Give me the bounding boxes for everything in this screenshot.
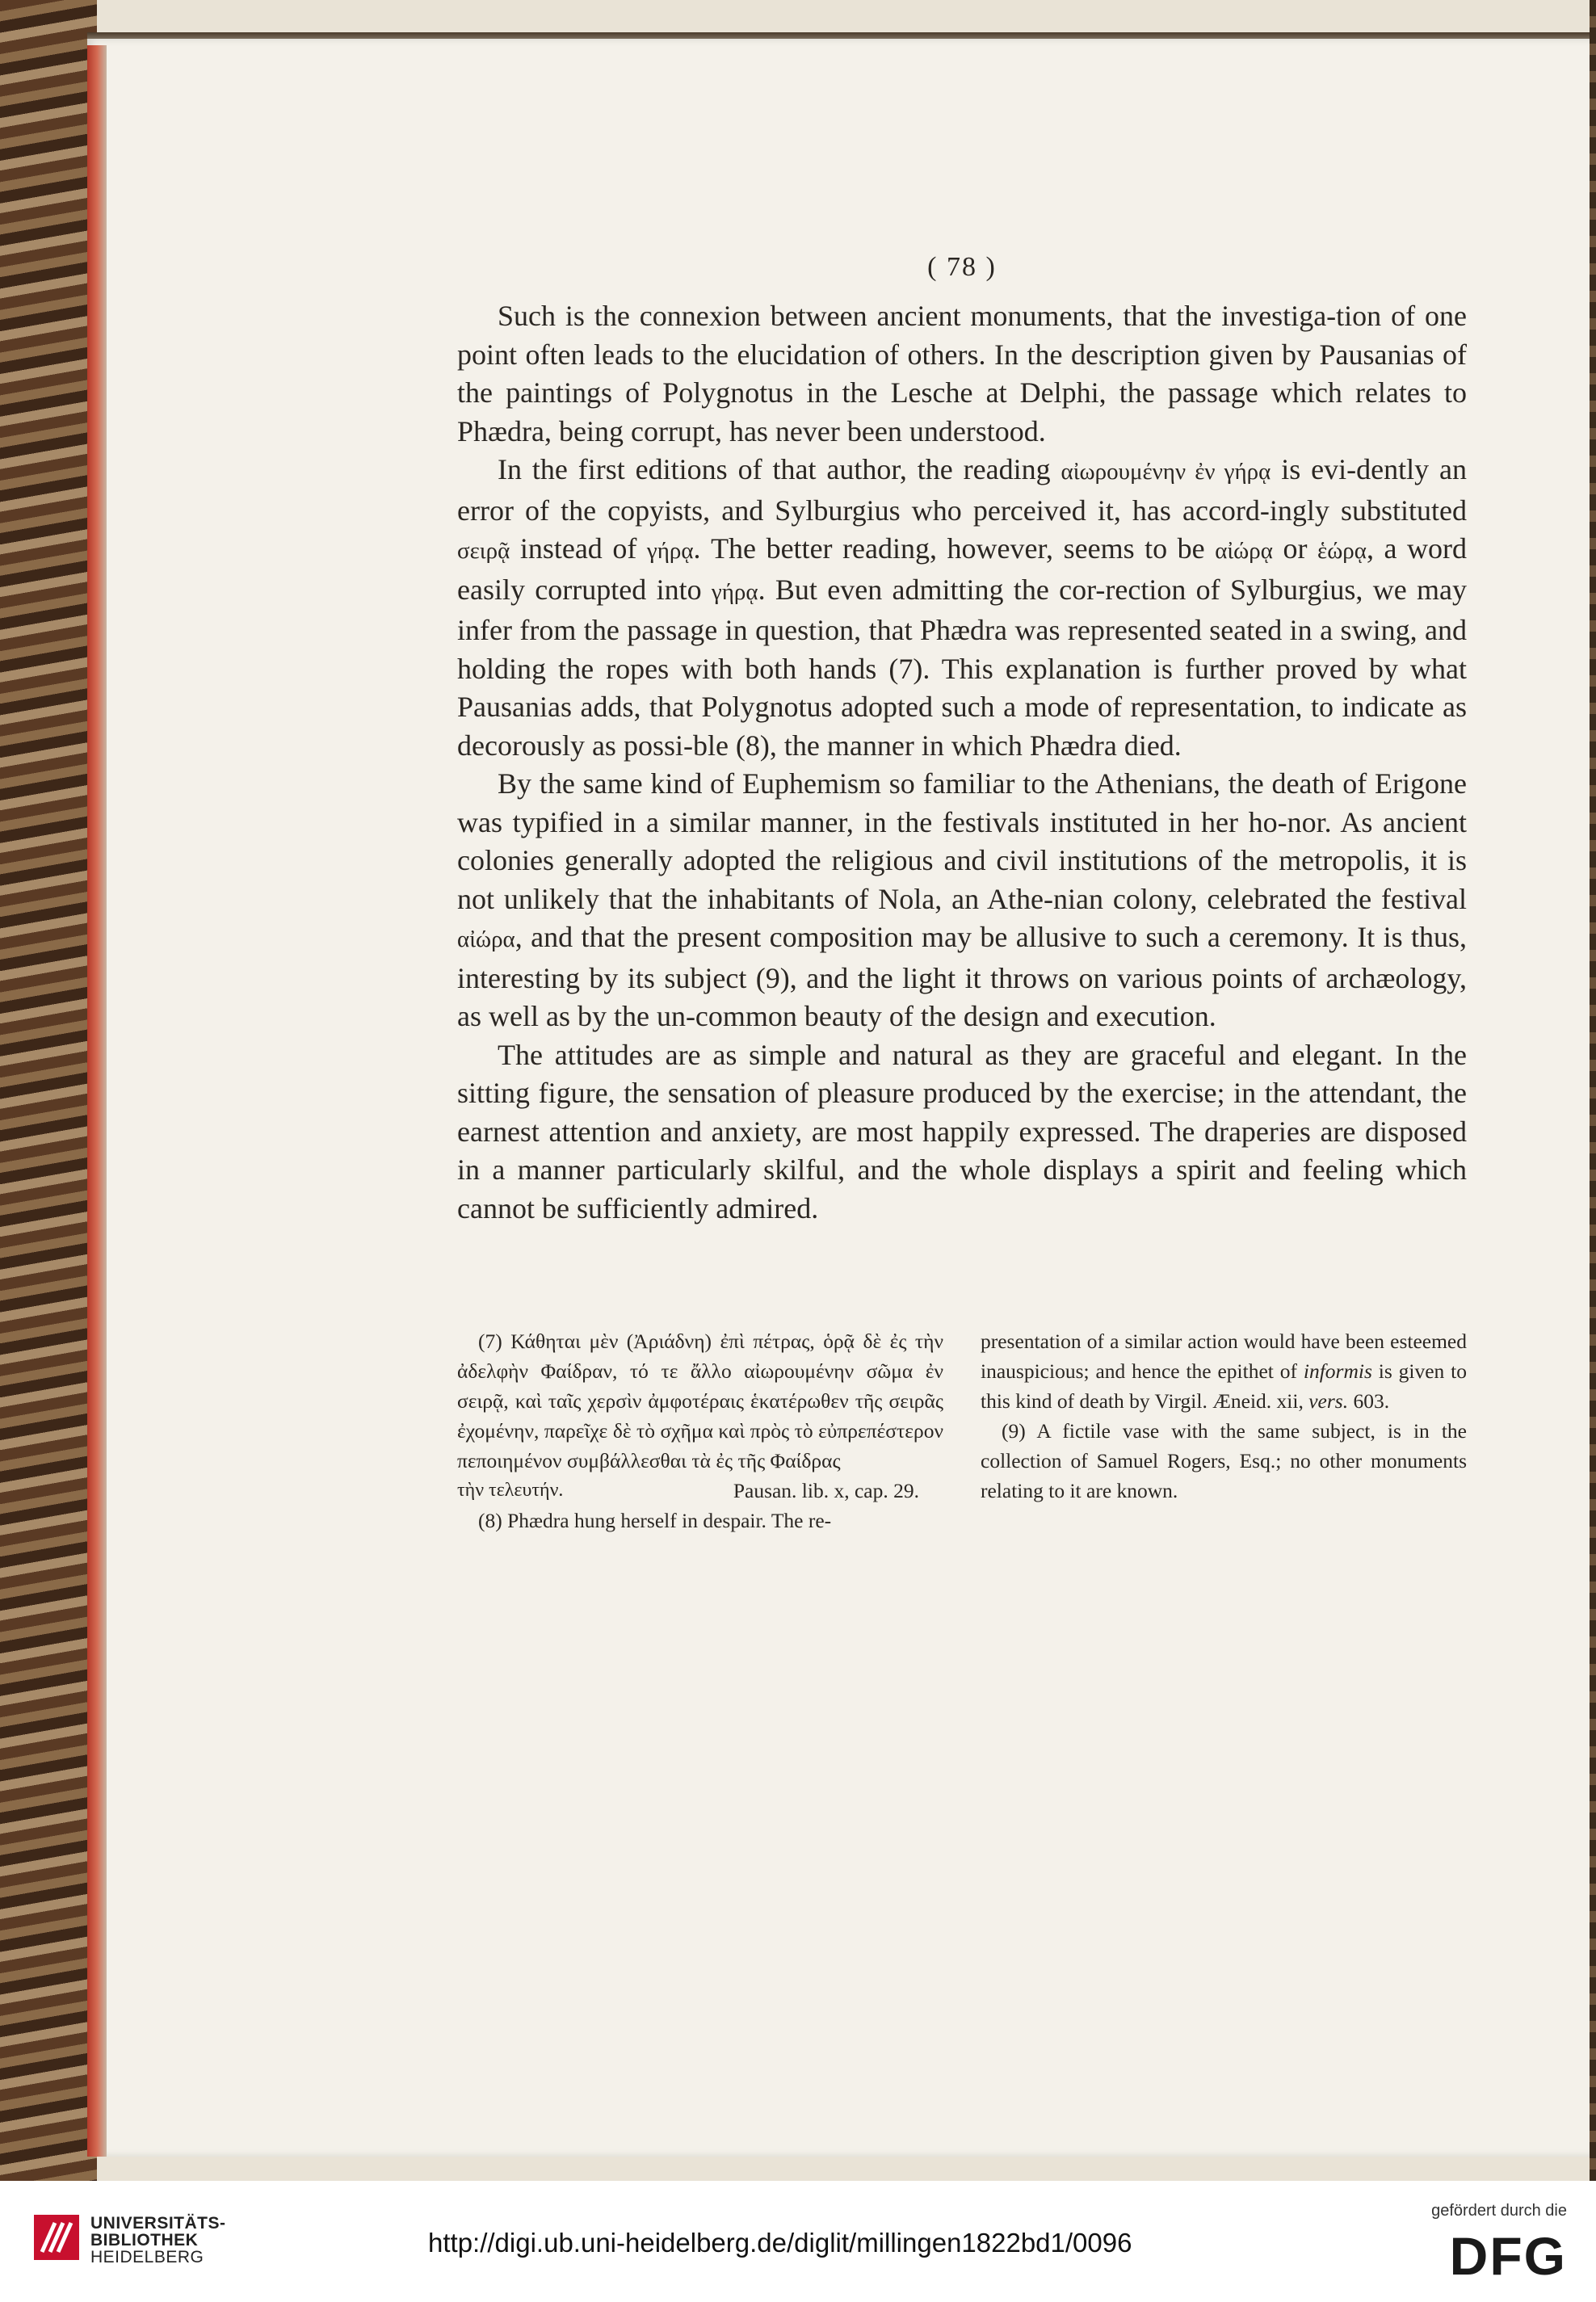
library-logo-icon: [31, 2212, 82, 2263]
body-text: [457, 297, 1467, 1228]
footnotes: [457, 1326, 1467, 1535]
footnote-8-continued: presentation of a similar action would have been esteemed inauspicious; and hence the epithet of informis is given to this kind of death by Virgil. Æneid. xii, vers. 603.: [981, 1330, 1467, 1413]
paragraph-4: The attitudes are as simple and natural as they are graceful and elegant. In the sitting figure, the sensation of pleasure produced by the exercise; in the attendant, the earnest attention and anxiety, are most happily expressed. The draperies are disposed in a manner particularly skilful, and the whole displays a spirit and feeling which cannot be sufficiently admired.: [457, 1038, 1467, 1225]
funder-logo: DFG: [1449, 2226, 1567, 2286]
book-cover-edge-right: [1590, 0, 1596, 2181]
permalink[interactable]: http://digi.ub.uni-heidelberg.de/diglit/millingen1822bd1/0096: [428, 2228, 1132, 2258]
footnote-8: (8) Phædra hung herself in despair. The re-: [478, 1509, 832, 1532]
paragraph-3: By the same kind of Euphemism so familiar to the Athenians, the death of Erigone was typified in a similar manner, in the festivals instituted in her ho-nor. As ancient colonies generally adopted the religious and civil institutions of the metropolis, it is not unlikely that the inhabitants of Nola, an Athe-nian colony, celebrated the festival αἰώρα, and that the present composition may be allusive to such a ceremony. It is thus, interesting by its subject (9), and the light it throws on various points of archæology, as well as by the un-common beauty of the design and execution.: [457, 767, 1467, 1032]
page-number: ( 78 ): [927, 252, 997, 282]
funding-caption: gefördert durch die: [1431, 2202, 1567, 2220]
footnote-column-right: [981, 1326, 1467, 1535]
greek-word: ἑώρᾳ: [1317, 538, 1367, 564]
paragraph-2: In the first editions of that author, the reading αἰωρουμένην ἐν γήρᾳ is evi-dently an error of the copyists, and Sylburgius who perceived it, has accord-ingly substituted σειρᾷ instead of γήρᾳ. The better reading, however, seems to be αἰώρᾳ or ἑώρᾳ, a word easily corrupted into γήρᾳ. But even admitting the cor-rection of Sylburgius, we may infer from the passage in question, that Phædra was represented seated in a swing, and holding the ropes with both hands (7). This explanation is further proved by what Pausanias adds, that Polygnotus adopted such a mode of representation, to indicate as decorously as possi-ble (8), the manner in which Phædra died.: [457, 453, 1467, 762]
footnote-9: (9) A fictile vase with the same subject, is in the collection of Samuel Rogers, Esq.; no other monuments relating to it are known.: [981, 1419, 1467, 1502]
greek-word: αἰώρᾳ: [1215, 538, 1273, 564]
red-page-edge: [87, 45, 107, 2157]
greek-word: σειρᾷ: [457, 538, 510, 564]
book-cover-edge: [0, 0, 97, 2181]
greek-word: γήρᾳ: [646, 538, 694, 564]
greek-word: γήρᾳ: [711, 578, 758, 605]
greek-phrase: αἰωρουμένην ἐν γήρᾳ: [1060, 459, 1271, 485]
footnote-column-left: [457, 1326, 943, 1535]
footnote-7: (7) Κάθηται μὲν (Ἀριάδνη) ἐπὶ πέτρας, ὁρᾷ δὲ ἐς τὴν ἀδελφὴν Φαίδραν, τό τε ἄλλο αἰωρουμένην σῶμα ἐν σειρᾷ, καὶ ταῖς χερσὶν ἀμφοτέραις ἑκατέρωθεν τῆς σειρᾶς ἐχομένην, παρεῖχε δὲ τὸ σχῆμα καὶ πρὸς τὸ εὐπρεπέστερον πεποιημένον συμβάλλεσθαι τὰ ἐς τῆς Φαίδρας: [457, 1330, 943, 1472]
scan-footer: [0, 2181, 1596, 2302]
footnote-7-citation: τὴν τελευτήν. Pausan. lib. x, cap. 29.: [457, 1479, 919, 1502]
paragraph-1: Such is the connexion between ancient monuments, that the investiga-tion of one point often leads to the elucidation of others. In the description given by Pausanias of the paintings of Polygnotus in the Lesche at Delphi, the passage which relates to Phædra, being corrupt, has never been understood.: [457, 300, 1467, 447]
greek-word: αἰώρα: [457, 926, 515, 952]
library-name: UNIVERSITÄTS- BIBLIOTHEK HEIDELBERG: [90, 2214, 226, 2266]
